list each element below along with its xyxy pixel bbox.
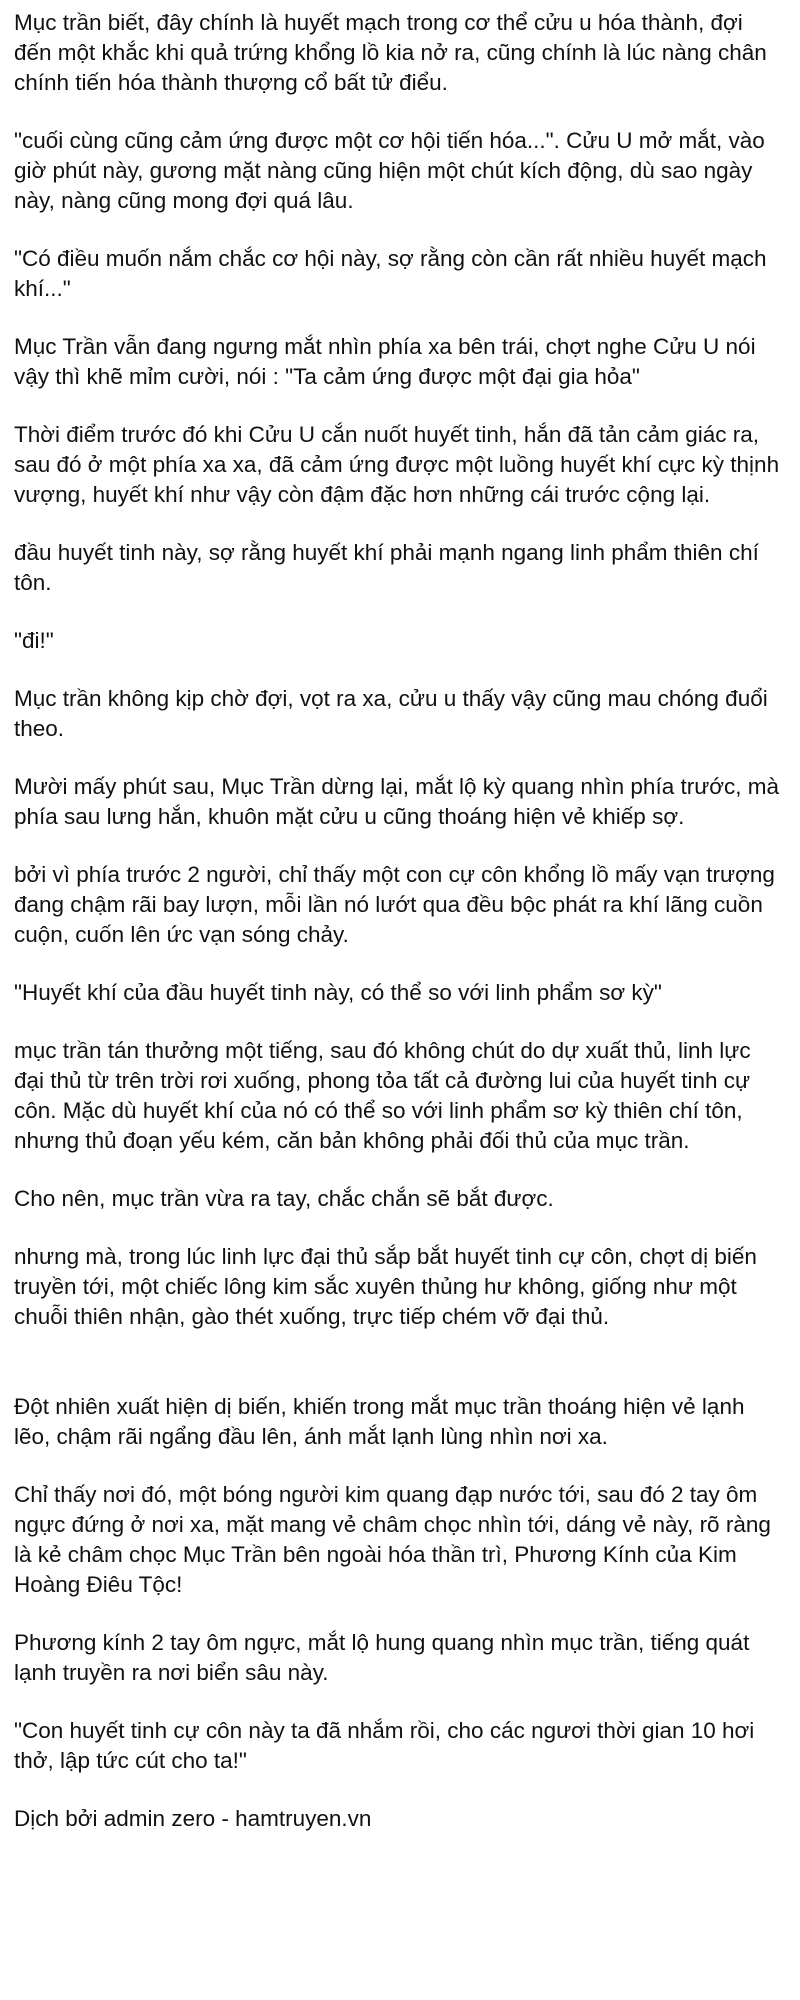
paragraph-9: Mười mấy phút sau, Mục Trần dừng lại, mắt lộ kỳ quang nhìn phía trước, mà phía sau lưng hắn, khuôn mặt cửu u cũng thoáng hiện vẻ khiếp sợ. bbox=[14, 774, 780, 829]
paragraph-4: Mục Trần vẫn đang ngưng mắt nhìn phía xa bên trái, chợt nghe Cửu U nói vậy thì khẽ mỉm cười, nói : "Ta cảm ứng được một đại gia hỏa" bbox=[14, 334, 756, 389]
paragraph-16: Chỉ thấy nơi đó, một bóng người kim quang đạp nước tới, sau đó 2 tay ôm ngực đứng ở nơi xa, mặt mang vẻ châm chọc nhìn tới, dáng vẻ này, rõ ràng là kẻ châm chọc Mục Trần bên ngoài hóa thần trì, Phương Kính của Kim Hoàng Điêu Tộc! bbox=[14, 1482, 771, 1597]
paragraph-5: Thời điểm trước đó khi Cửu U cắn nuốt huyết tinh, hắn đã tản cảm giác ra, sau đó ở một phía xa xa, đã cảm ứng được một luồng huyết khí cực kỳ thịnh vượng, huyết khí như vậy còn đậm đặc hơn những cái trước cộng lại. bbox=[14, 422, 780, 507]
paragraph-3: "Có điều muốn nắm chắc cơ hội này, sợ rằng còn cần rất nhiều huyết mạch khí..." bbox=[14, 246, 767, 301]
translator-credit: Dịch bởi admin zero - hamtruyen.vn bbox=[14, 1806, 372, 1831]
paragraph-11: "Huyết khí của đầu huyết tinh này, có thể so với linh phẩm sơ kỳ" bbox=[14, 980, 662, 1005]
paragraph-7: "đi!" bbox=[14, 628, 54, 653]
paragraph-13: Cho nên, mục trần vừa ra tay, chắc chắn sẽ bắt được. bbox=[14, 1186, 554, 1211]
paragraph-6: đầu huyết tinh này, sợ rằng huyết khí phải mạnh ngang linh phẩm thiên chí tôn. bbox=[14, 540, 759, 595]
paragraph-1: Mục trần biết, đây chính là huyết mạch trong cơ thể cửu u hóa thành, đợi đến một khắc khi quả trứng khổng lồ kia nở ra, cũng chính là lúc nàng chân chính tiến hóa thành thượng cổ bất tử điểu. bbox=[14, 10, 767, 95]
paragraph-10: bởi vì phía trước 2 người, chỉ thấy một con cự côn khổng lồ mấy vạn trượng đang chậm rãi bay lượn, mỗi lần nó lướt qua đều bộc phát ra khí lãng cuồn cuộn, cuốn lên ức vạn sóng chảy. bbox=[14, 862, 775, 947]
paragraph-2: "cuối cùng cũng cảm ứng được một cơ hội tiến hóa...". Cửu U mở mắt, vào giờ phút này, gương mặt nàng cũng hiện một chút kích động, dù sao ngày này, nàng cũng mong đợi quá lâu. bbox=[14, 128, 765, 213]
paragraph-8: Mục trần không kịp chờ đợi, vọt ra xa, cửu u thấy vậy cũng mau chóng đuổi theo. bbox=[14, 686, 768, 741]
paragraph-14: nhưng mà, trong lúc linh lực đại thủ sắp bắt huyết tinh cự côn, chợt dị biến truyền tới, một chiếc lông kim sắc xuyên thủng hư không, giống như một chuỗi thiên nhận, gào thét xuống, trực tiếp chém vỡ đại thủ. bbox=[14, 1244, 757, 1329]
paragraph-15: Đột nhiên xuất hiện dị biến, khiến trong mắt mục trần thoáng hiện vẻ lạnh lẽo, chậm rãi ngẩng đầu lên, ánh mắt lạnh lùng nhìn nơi xa. bbox=[14, 1394, 745, 1449]
paragraph-18: "Con huyết tinh cự côn này ta đã nhắm rồi, cho các ngươi thời gian 10 hơi thở, lập tức cút cho ta!" bbox=[14, 1718, 755, 1773]
paragraph-17: Phương kính 2 tay ôm ngực, mắt lộ hung quang nhìn mục trần, tiếng quát lạnh truyền ra nơi biển sâu này. bbox=[14, 1630, 750, 1685]
paragraph-12: mục trần tán thưởng một tiếng, sau đó không chút do dự xuất thủ, linh lực đại thủ từ trên trời rơi xuống, phong tỏa tất cả đường lui của huyết tinh cự côn. Mặc dù huyết khí của nó có thể so với linh phẩm sơ kỳ thiên chí tôn, nhưng thủ đoạn yếu kém, căn bản không phải đối thủ của mục trần. bbox=[14, 1038, 751, 1153]
story-text bbox=[14, 8, 786, 1862]
